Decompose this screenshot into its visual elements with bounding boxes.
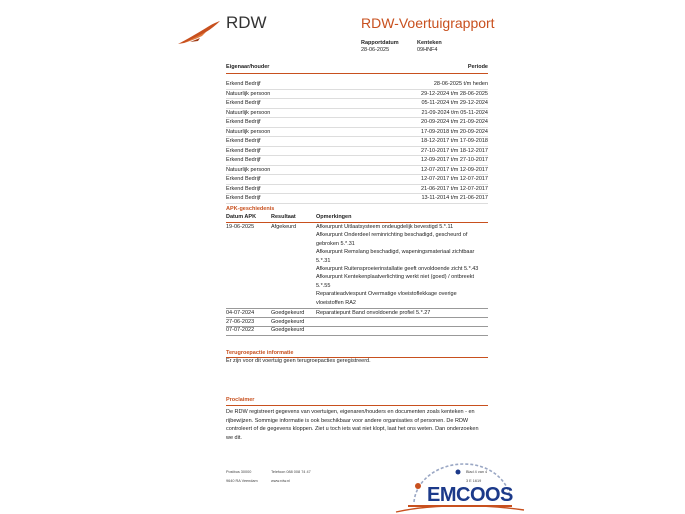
disclaimer-line: controleert of de gegevens kloppen. Ziet u toch iets wat niet klopt, laat het ons weten. Dan onderzoeken — [226, 426, 479, 433]
owner-cell: Natuurlijk persoon — [226, 127, 330, 137]
recall-text: Er zijn voor dit voertuig geen terugroepacties geregistreerd. — [226, 358, 371, 364]
period-cell: 27-10-2017 t/m 18-12-2017 — [330, 146, 488, 156]
apk-remark: gebroken 5.*.31 — [316, 240, 355, 247]
rdw-logo-icon — [176, 20, 222, 46]
apk-remark: Afkeurpunt Uitlaatsysteem ondeugdelijk bevestigd 5.*.11 — [316, 224, 454, 230]
table-row — [226, 175, 488, 185]
apk-remark: vloeistoffen RA2 — [316, 299, 356, 306]
footer-city: 9640 RA Veendam — [226, 479, 258, 483]
apk-row-divider — [226, 326, 488, 327]
apk-remarks-header: Opmerkingen — [316, 214, 352, 220]
disclaimer-line: rijbewijzen. Sommige informatie is ook beschikbaar voor andere organisaties of personen. De RDW — [226, 417, 469, 424]
owner-cell: Erkend Bedrijf — [226, 80, 330, 89]
table-row — [226, 184, 488, 194]
period-cell: 28-06-2025 t/m heden — [330, 80, 488, 89]
period-cell: 20-09-2024 t/m 21-09-2024 — [330, 118, 488, 128]
footer-postbus: Postbus 30000 — [226, 470, 252, 474]
owner-cell: Erkend Bedrijf — [226, 175, 330, 185]
footer-code: 3 E 1619 — [466, 479, 482, 483]
apk-remark: 5.*.31 — [316, 257, 331, 264]
owners-header-rule — [226, 73, 488, 74]
period-column-header: Periode — [467, 64, 488, 70]
table-row — [226, 194, 488, 204]
disclaimer-title: Proclaimer — [226, 397, 255, 403]
apk-remark: Reparatieadviespunt Overmatige vloeistoflekkage overige — [316, 291, 457, 298]
apk-result: Afgekeurd — [271, 224, 297, 230]
period-cell: 21-09-2024 t/m 05-11-2024 — [330, 108, 488, 118]
apk-remark: Afkeurpunt Ruitensproeierinstallatie geeft onvoldoende zicht 5.*.43 — [316, 266, 479, 273]
recall-section-title: Terugroepactie informatie — [226, 350, 294, 356]
rapportdatum-label: Rapportdatum — [361, 40, 399, 46]
apk-result: Goedgekeurd — [271, 310, 305, 316]
footer-web: www.rdw.nl — [271, 479, 290, 483]
owner-column-header: Eigenaar/houder — [226, 64, 270, 70]
footer-page: Blad 4 van 4 — [466, 470, 488, 474]
period-cell: 29-12-2024 t/m 28-06-2025 — [330, 89, 488, 99]
owner-cell: Erkend Bedrijf — [226, 137, 330, 147]
disclaimer-line: De RDW registreert gegevens van voertuigen, eigenaren/houders en documenten zoals kenteken - en — [226, 409, 475, 415]
owner-cell: Erkend Bedrijf — [226, 118, 330, 128]
period-cell: 13-11-2014 t/m 21-06-2017 — [330, 194, 488, 204]
emcoos-brand-text: EMCOOS — [427, 484, 513, 506]
table-row — [226, 146, 488, 156]
table-row — [226, 108, 488, 118]
owner-cell: Erkend Bedrijf — [226, 156, 330, 166]
apk-date: 19-06-2025 — [226, 224, 255, 230]
table-row — [226, 118, 488, 128]
period-cell: 21-06-2017 t/m 12-07-2017 — [330, 184, 488, 194]
period-cell: 17-09-2018 t/m 20-09-2024 — [330, 127, 488, 137]
apk-row-divider — [226, 335, 488, 336]
owner-cell: Natuurlijk persoon — [226, 165, 330, 175]
disclaimer-line: we dit. — [226, 434, 242, 441]
apk-remarks-list — [316, 223, 488, 307]
owners-table — [226, 80, 488, 204]
logo-text: RDW — [226, 13, 267, 32]
disclaimer-text — [226, 408, 488, 442]
kenteken-label: Kenteken — [417, 40, 442, 46]
kenteken-value: 09HNF4 — [417, 47, 438, 53]
apk-remark: Afkeurpunt Remslang beschadigd, wapeningsmateriaal zichtbaar — [316, 249, 475, 256]
report-title: RDW-Voertuigrapport — [361, 15, 495, 31]
table-row — [226, 80, 488, 89]
owner-cell: Erkend Bedrijf — [226, 146, 330, 156]
owner-cell: Erkend Bedrijf — [226, 194, 330, 204]
rapportdatum-value: 28-06-2025 — [361, 47, 390, 53]
table-row — [226, 127, 488, 137]
disclaimer-rule — [226, 405, 488, 406]
apk-result: Goedgekeurd — [271, 319, 305, 325]
period-cell: 12-07-2017 t/m 12-09-2017 — [330, 165, 488, 175]
apk-remark: Afkeurpunt Kentekenplaatverlichting werkt niet (goed) / ontbreekt — [316, 274, 475, 281]
period-cell: 12-09-2017 t/m 27-10-2017 — [330, 156, 488, 166]
footer-phone: Telefoon 088 008 74 47 — [271, 470, 311, 474]
table-row — [226, 156, 488, 166]
apk-remark: 5.*.55 — [316, 282, 331, 289]
apk-date: 27-06-2023 — [226, 319, 255, 325]
apk-date: 07-07-2022 — [226, 327, 255, 333]
table-row — [226, 165, 488, 175]
period-cell: 18-12-2017 t/m 17-09-2018 — [330, 137, 488, 147]
apk-date-header: Datum APK — [226, 214, 257, 220]
apk-result-header: Resultaat — [271, 214, 296, 220]
owner-cell: Natuurlijk persoon — [226, 89, 330, 99]
owner-cell: Erkend Bedrijf — [226, 184, 330, 194]
apk-remark: Afkeurpunt Onderdeel reminrichting beschadigd, gescheurd of — [316, 232, 468, 239]
table-row — [226, 137, 488, 147]
table-row — [226, 89, 488, 99]
table-row — [226, 99, 488, 109]
apk-section-title: APK-geschiedenis — [226, 206, 275, 212]
apk-date: 04-07-2024 — [226, 310, 255, 316]
period-cell: 12-07-2017 t/m 12-07-2017 — [330, 175, 488, 185]
apk-result: Goedgekeurd — [271, 327, 305, 333]
period-cell: 05-11-2024 t/m 29-12-2024 — [330, 99, 488, 109]
apk-row-divider — [226, 317, 488, 318]
owner-cell: Erkend Bedrijf — [226, 99, 330, 109]
owner-cell: Natuurlijk persoon — [226, 108, 330, 118]
apk-remark: Reparatiepunt Band onvoldoende profiel 5.*.27 — [316, 310, 431, 316]
